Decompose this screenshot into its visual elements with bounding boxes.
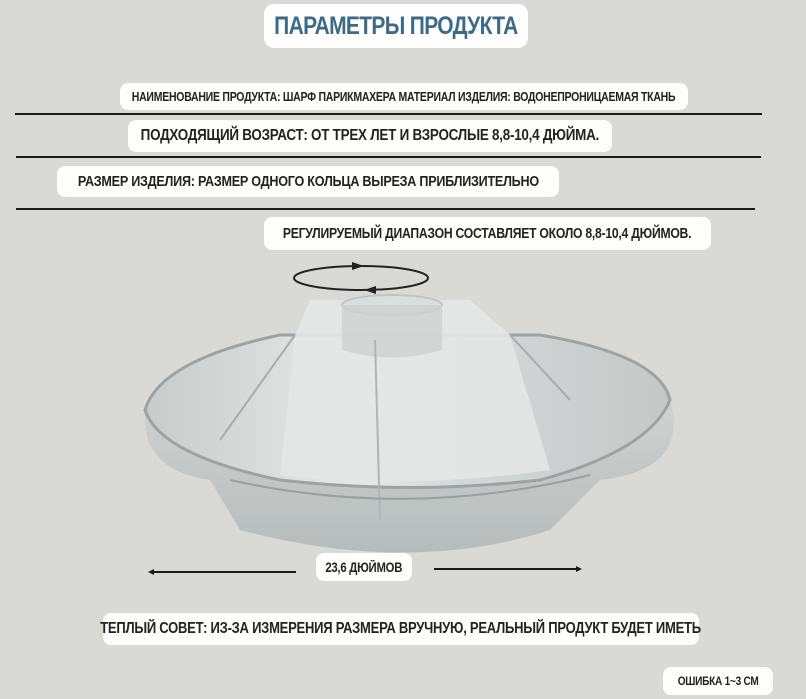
spec-suitable-age (128, 120, 612, 152)
tip-text: ТЕПЛЫЙ СОВЕТ: ИЗ-ЗА ИЗМЕРЕНИЯ РАЗМЕРА ВРУЧНУЮ, РЕАЛЬНЫЙ ПРОДУКТ БУДЕТ ИМЕТЬ (100, 620, 702, 637)
warm-tip (100, 613, 702, 645)
dimension-arrow-right (434, 563, 582, 575)
page-title-text: ПАРАМЕТРЫ ПРОДУКТА (274, 11, 518, 40)
barber-cape-image (130, 280, 690, 580)
dimension-label (316, 553, 412, 581)
divider-line (16, 208, 755, 210)
error-note (663, 667, 773, 695)
spec-text: ПОДХОДЯЩИЙ ВОЗРАСТ: ОТ ТРЕХ ЛЕТ И ВЗРОСЛЫЕ 8,8-10,4 ДЮЙМА. (140, 127, 600, 144)
spec-product-name-material (120, 83, 688, 110)
dimension-arrow-left (148, 566, 298, 578)
divider-line (15, 113, 762, 115)
spec-text: РАЗМЕР ИЗДЕЛИЯ: РАЗМЕР ОДНОГО КОЛЬЦА ВЫРЕЗА ПРИБЛИЗИТЕЛЬНО (77, 173, 539, 190)
page-title (264, 4, 528, 48)
spec-text: РЕГУЛИРУЕМЫЙ ДИАПАЗОН СОСТАВЛЯЕТ ОКОЛО 8,8-10,4 ДЮЙМОВ. (283, 225, 692, 242)
spec-adjustable-range (264, 217, 711, 250)
spec-text: НАИМЕНОВАНИЕ ПРОДУКТА: ШАРФ ПАРИКМАХЕРА МАТЕРИАЛ ИЗДЕЛИЯ: ВОДОНЕПРОНИЦАЕМАЯ ТКАНЬ (132, 89, 676, 104)
divider-line (16, 156, 761, 158)
spec-product-size (57, 166, 559, 197)
error-note-text: ОШИБКА 1~3 СМ (677, 674, 759, 688)
dimension-text: 23,6 ДЮЙМОВ (325, 559, 403, 575)
